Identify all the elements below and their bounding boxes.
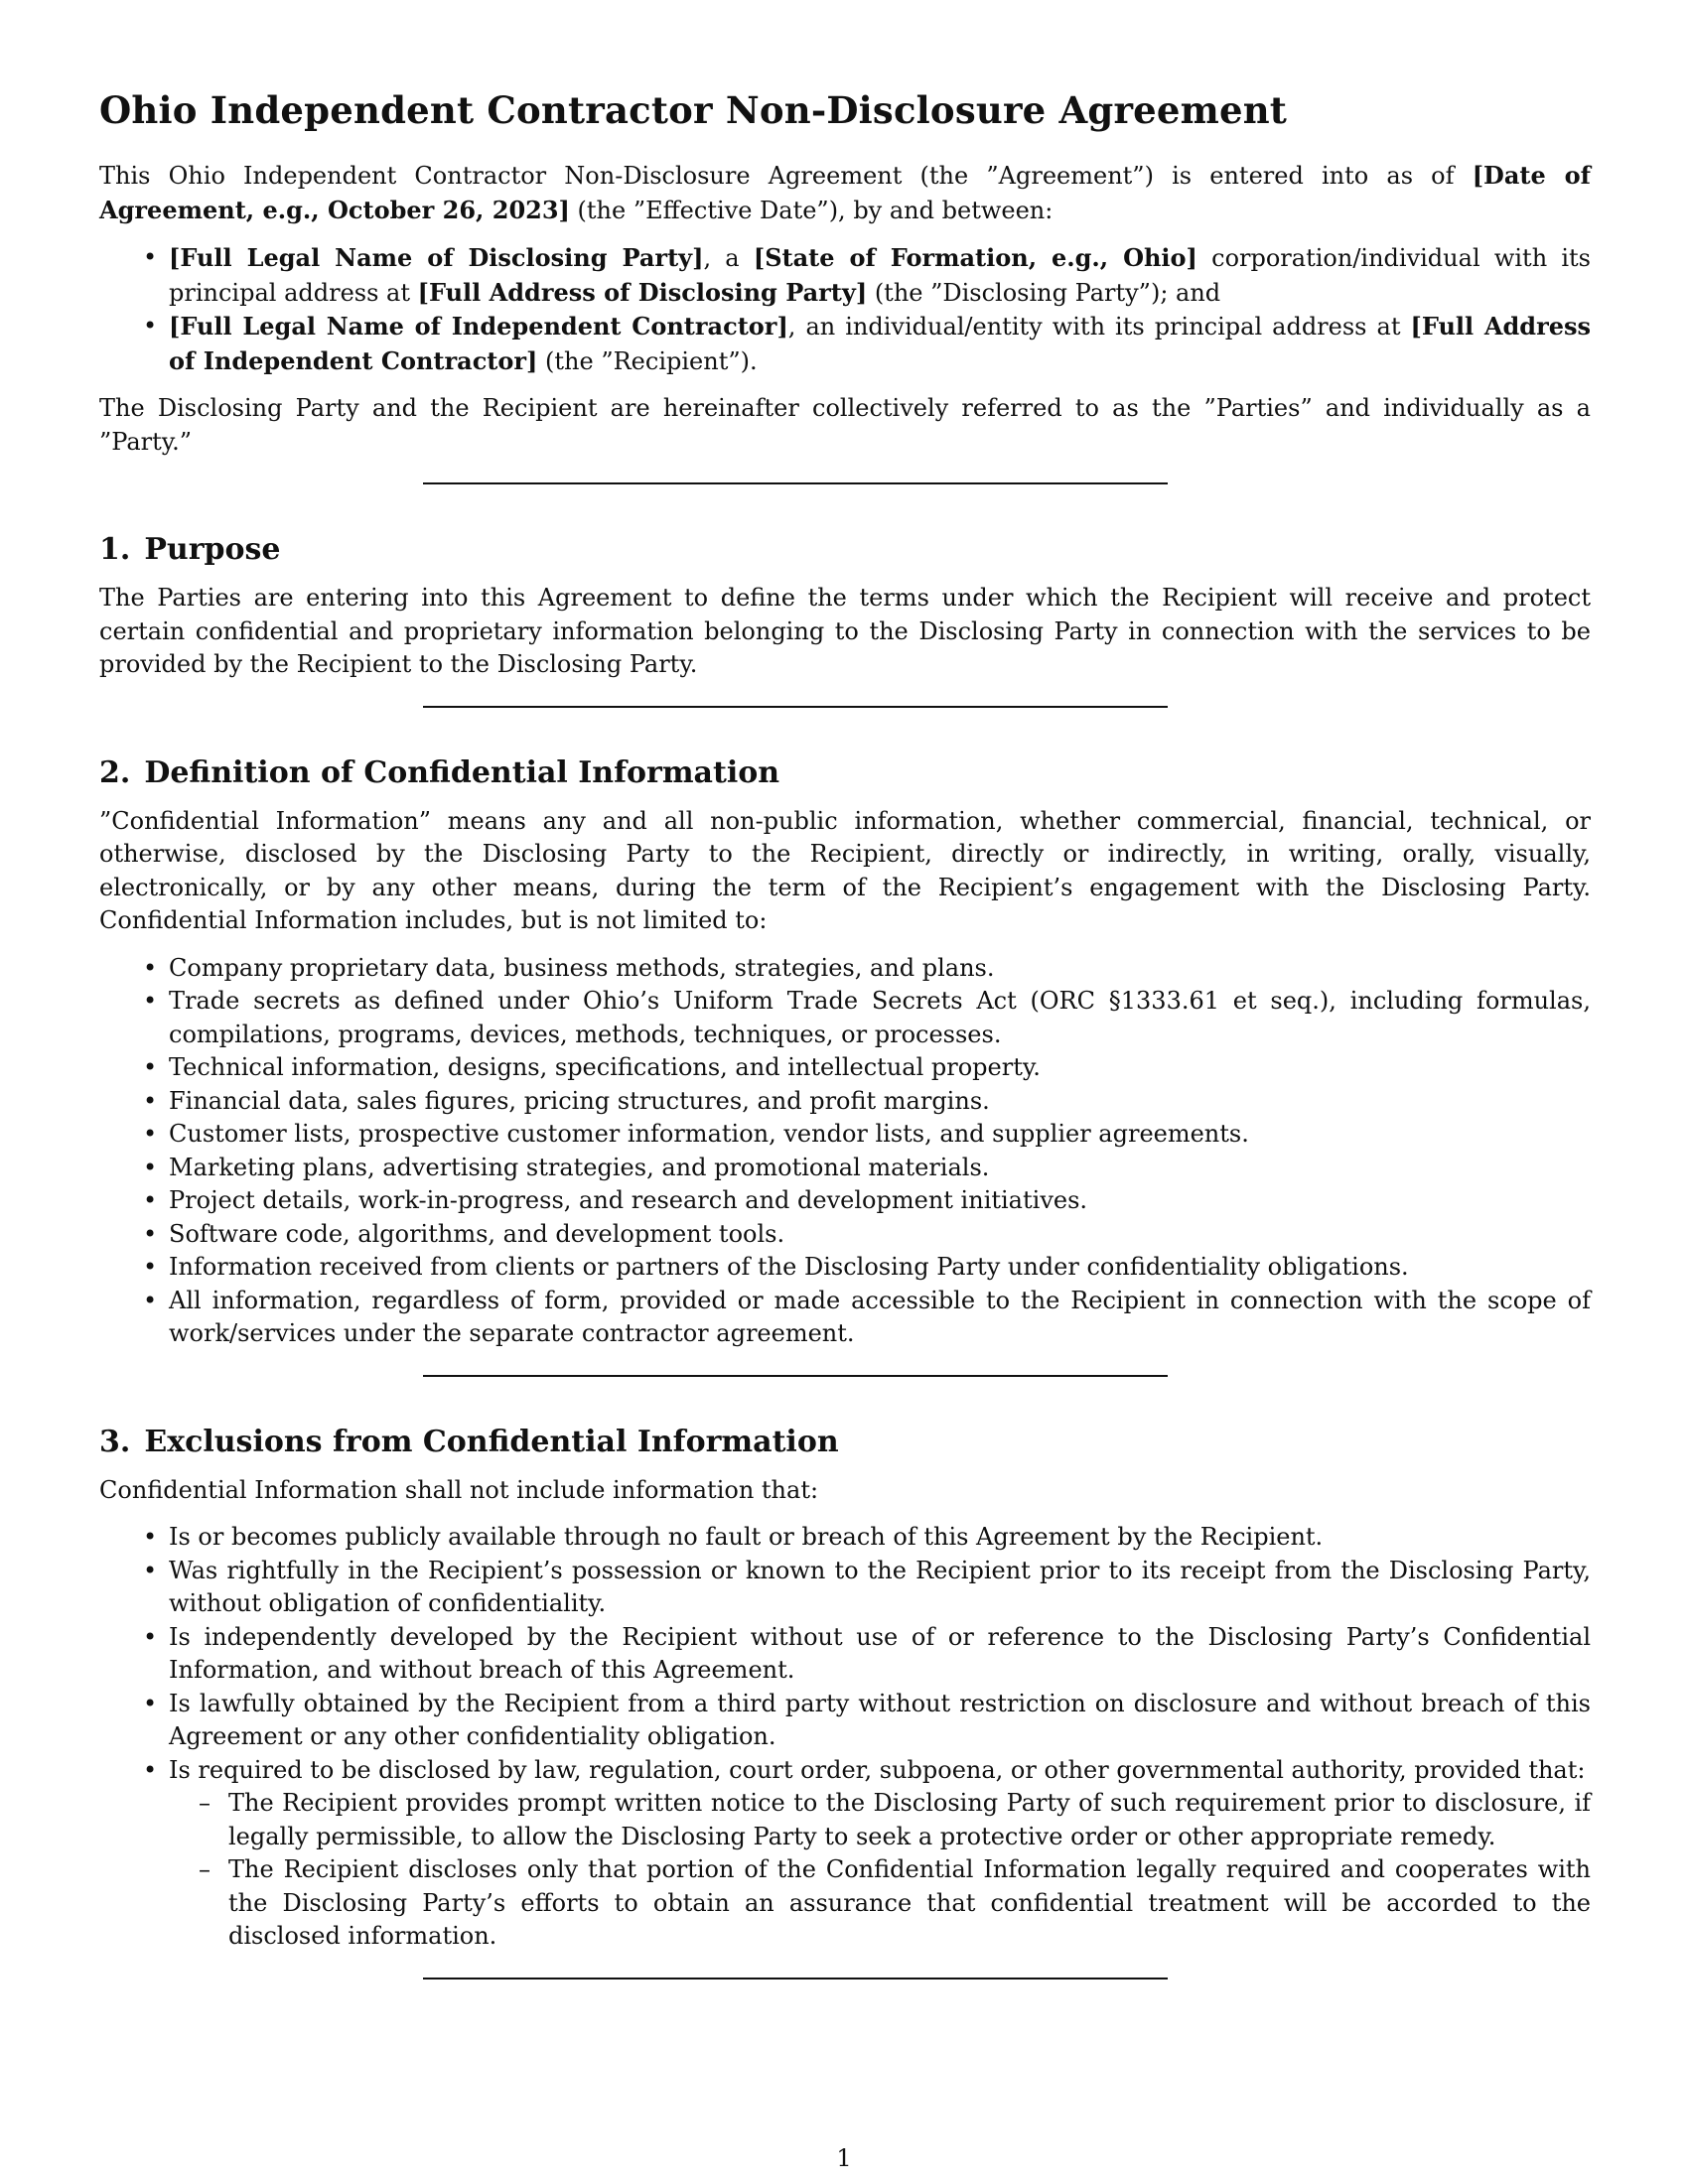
intro-paragraph: This Ohio Independent Contractor Non-Disclosure Agreement (the ”Agreement”) is entered into as of [Date of Agreement, e.g., October 26, 2023] (the ”Effective Date”), by and between: — [99, 161, 1591, 224]
section-divider — [423, 482, 1168, 484]
section-heading-definition: 2. Definition of Confidential Information — [99, 754, 780, 790]
disclosing-party-name: [Full Legal Name of Disclosing Party] — [169, 243, 704, 272]
list-item: • Software code, algorithms, and development tools. — [169, 1218, 1591, 1252]
list-item: • Technical information, designs, specifications, and intellectual property. — [169, 1051, 1591, 1085]
document-body — [99, 87, 1591, 1979]
list-item: • Information received from clients or partners of the Disclosing Party under confidentiality obligations. — [169, 1251, 1591, 1285]
list-item: • Is or becomes publicly available through no fault or breach of this Agreement by the Recipient. — [169, 1521, 1591, 1555]
section-definition-text: ”Confidential Information” means any and all non-public information, whether commercial, financial, technical, or otherwise, disclosed by the Disclosing Party to the Recipient, directly or indirectly, in writing, orally, visually, electronically, or by any other means, during the term of the Recipient’s engagement with the Disclosing Party. Confidential Information includes, but is not limited to: — [99, 806, 1591, 934]
contractor-name: [Full Legal Name of Independent Contractor] — [169, 312, 788, 341]
section-purpose-text: The Parties are entering into this Agreement to define the terms under which the Recipient will receive and protect certain confidential and proprietary information belonging to the Disclosing Party in connection with the services to be provided by the Recipient to the Disclosing Party. — [99, 584, 1591, 678]
list-item: • Marketing plans, advertising strategies, and promotional materials. — [169, 1152, 1591, 1185]
list-item: • Customer lists, prospective customer information, vendor lists, and supplier agreements. — [169, 1118, 1591, 1152]
section-heading-purpose: 1. Purpose — [99, 532, 281, 567]
exclusions-list — [99, 1521, 1591, 1954]
section-divider — [423, 1375, 1168, 1377]
list-item: • Is required to be disclosed by law, regulation, court order, subpoena, or other governmental authority, provided that: – The Recipient provides prompt written notice to the Disclosing Party of such requirement prior to disclosure, if legally permissible, to allow the Disclosing Party to seek a protective order or other appropriate remedy. – The Recipient discloses only that portion of the Confidential Information legally required and cooperates with the Disclosing Party’s efforts to obtain an assurance that confidential treatment will be accorded to the disclosed information. — [169, 1754, 1591, 1954]
party-disclosing: • [Full Legal Name of Disclosing Party], a [State of Formation, e.g., Ohio] corporation/individual with its principal address at [Full Address of Disclosing Party] (the ”Disclosing Party”); and — [169, 241, 1591, 310]
state-of-formation: [State of Formation, e.g., Ohio] — [753, 243, 1197, 272]
section-divider — [423, 1978, 1168, 1979]
list-item: • Was rightfully in the Recipient’s possession or known to the Recipient prior to its receipt from the Disclosing Party, without obligation of confidentiality. — [169, 1555, 1591, 1621]
section-heading-exclusions: 3. Exclusions from Confidential Information — [99, 1424, 839, 1459]
sub-list-item: – The Recipient provides prompt written notice to the Disclosing Party of such requirement prior to disclosure, if legally permissible, to allow the Disclosing Party to seek a protective order or other appropriate remedy. — [228, 1787, 1591, 1853]
confidential-info-list — [99, 952, 1591, 1351]
list-item: • Is lawfully obtained by the Recipient from a third party without restriction on disclosure and without breach of this Agreement or any other confidentiality obligation. — [169, 1688, 1591, 1754]
section-exclusions-text: Confidential Information shall not include information that: — [99, 1475, 819, 1504]
contractor-address: [Full Address of Independent Contractor] — [169, 312, 1592, 375]
list-item: • Trade secrets as defined under Ohio’s Uniform Trade Secrets Act (ORC §1333.61 et seq.), including formulas, compilations, programs, devices, methods, techniques, or processes. — [169, 985, 1591, 1051]
list-item: • Financial data, sales figures, pricing structures, and profit margins. — [169, 1085, 1591, 1119]
party-recipient: • [Full Legal Name of Independent Contractor], an individual/entity with its principal address at [Full Address of Independent Contractor] (the ”Recipient”). — [169, 310, 1591, 378]
list-item: • Project details, work-in-progress, and research and development initiatives. — [169, 1184, 1591, 1218]
disclosing-party-address: [Full Address of Disclosing Party] — [417, 277, 868, 307]
document-title: Ohio Independent Contractor Non-Disclosure Agreement — [99, 88, 1288, 132]
disclosure-conditions-list — [169, 1787, 1591, 1954]
agreement-date-placeholder: [Date of Agreement, e.g., October 26, 2023] — [99, 161, 1591, 224]
sub-list-item: – The Recipient discloses only that portion of the Confidential Information legally required and cooperates with the Disclosing Party’s efforts to obtain an assurance that confidential treatment will be accorded to the disclosed information. — [228, 1853, 1591, 1954]
list-item: • All information, regardless of form, provided or made accessible to the Recipient in connection with the scope of work/services under the separate contractor agreement. — [169, 1285, 1591, 1351]
section-divider — [423, 706, 1168, 708]
list-item: • Is independently developed by the Recipient without use of or reference to the Disclosing Party’s Confidential Information, and without breach of this Agreement. — [169, 1621, 1591, 1688]
parties-list — [99, 241, 1591, 378]
list-item: • Company proprietary data, business methods, strategies, and plans. — [169, 952, 1591, 986]
parties-definition: The Disclosing Party and the Recipient are hereinafter collectively referred to as the ”Parties” and individually as a ”Party.” — [99, 394, 1591, 456]
page-number: 1 — [836, 2144, 852, 2172]
